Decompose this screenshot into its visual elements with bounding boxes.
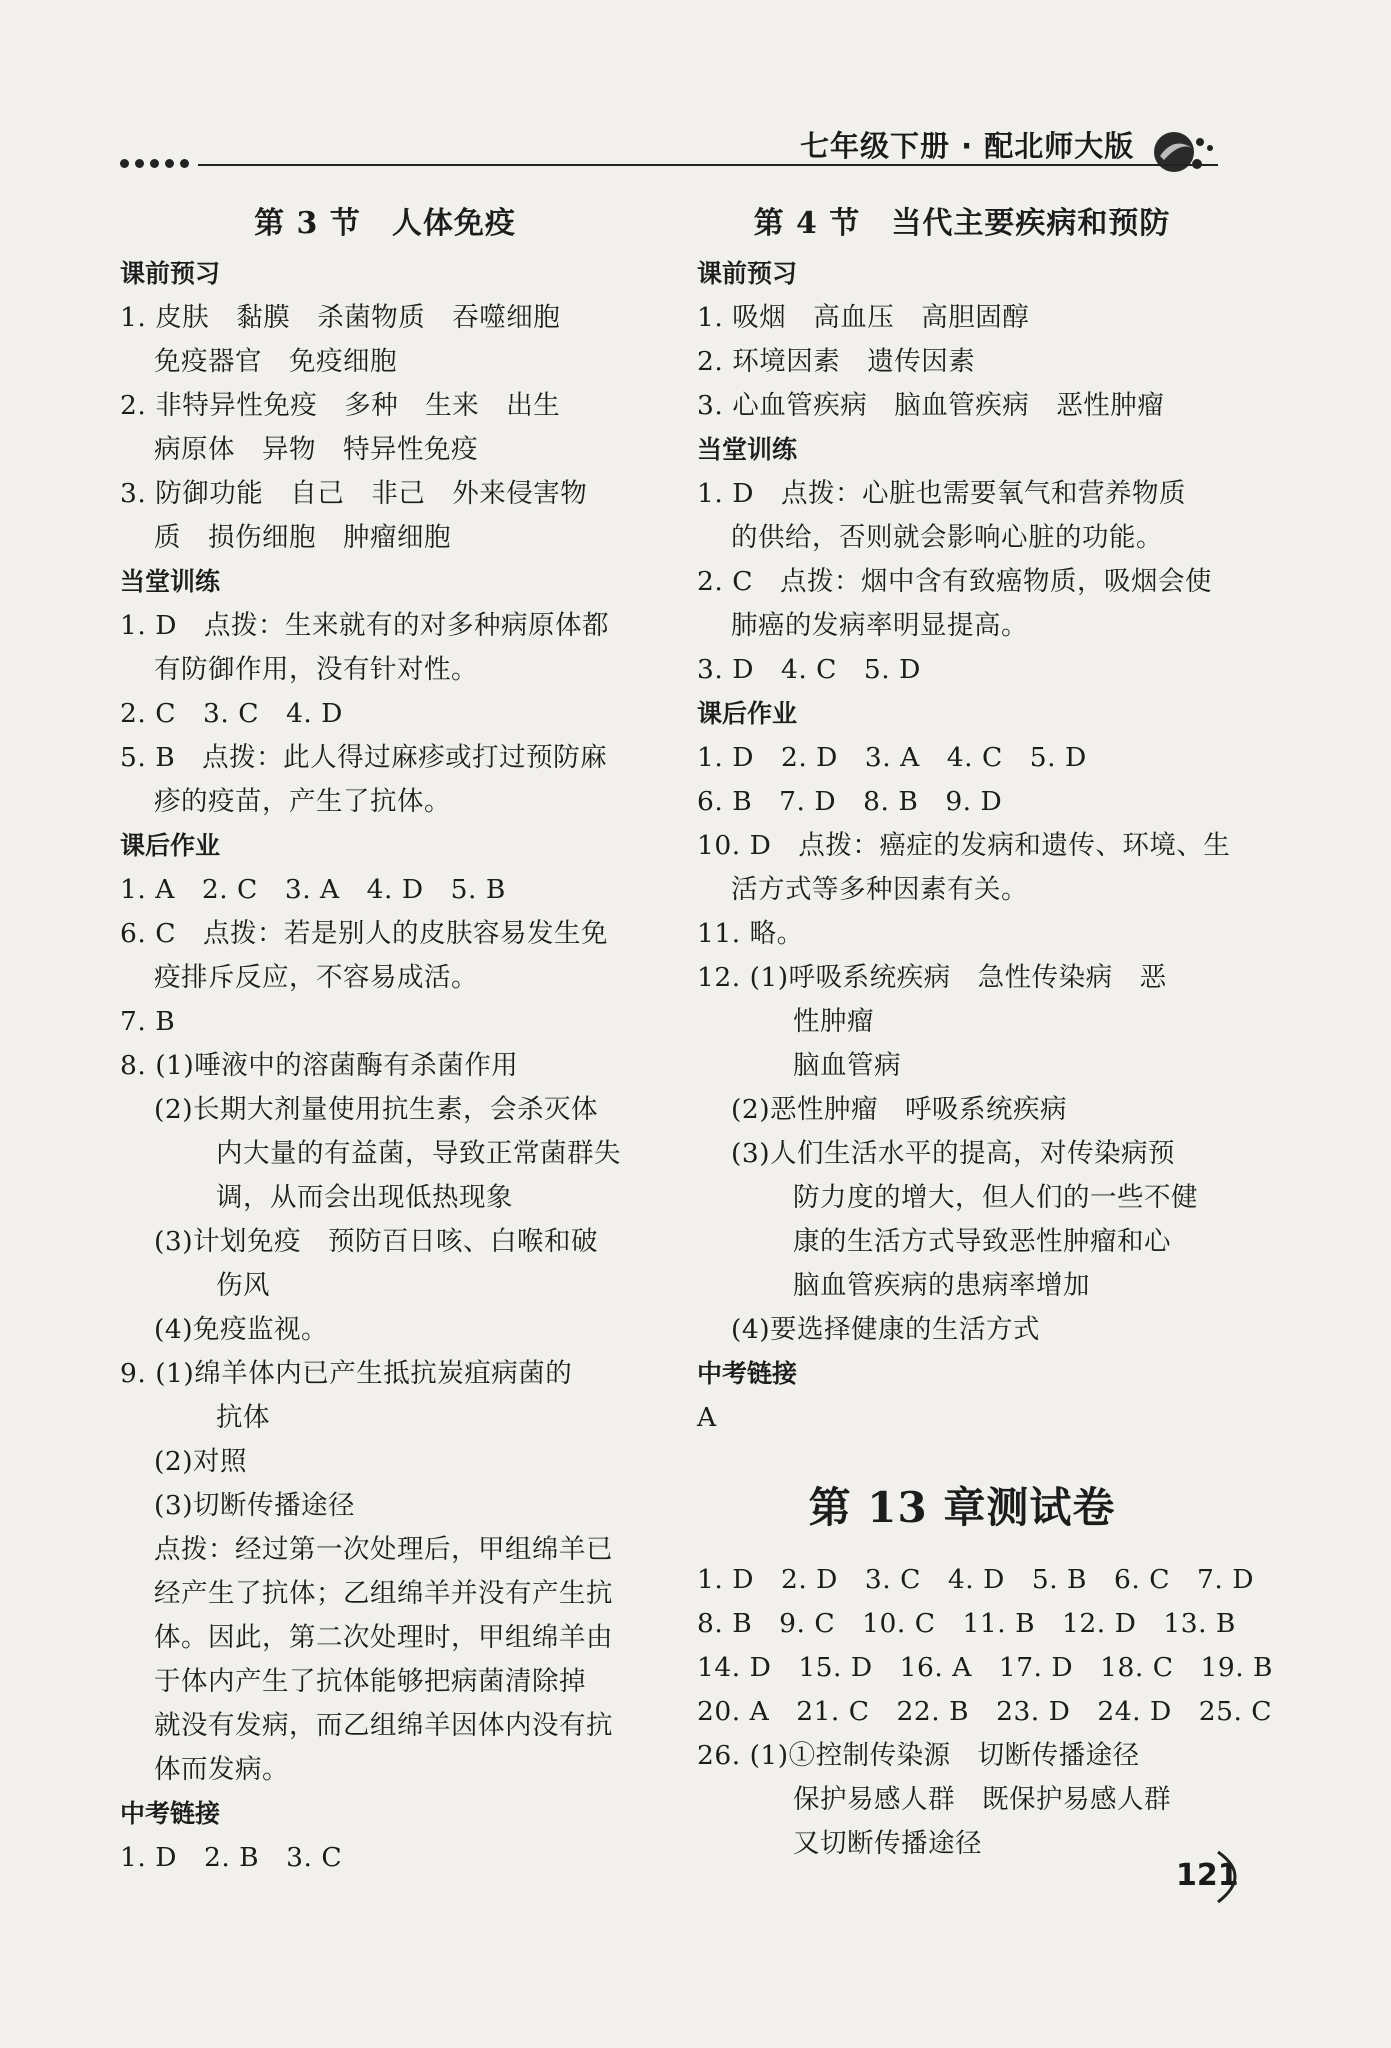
book-edition-header: 七年级下册 · 配北师大版 [800,129,1135,163]
answer-line: 体。因此，第二次处理时，甲组绵羊由 [154,1622,613,1653]
answer-line: 26. (1)①控制传染源 切断传播途径 [697,1740,1140,1771]
answer-line: 8. B 9. C 10. C 11. B 12. D 13. B [697,1608,1236,1639]
answer-line: 肺癌的发病率明显提高。 [731,610,1028,641]
chapter-test-answers [697,1558,1274,1866]
answer-line: 6. B 7. D 8. B 9. D [697,786,1003,817]
left-column [120,196,650,1880]
answer-line: (2)恶性肿瘤 呼吸系统疾病 [731,1094,1068,1125]
subsection-heading: 课后作业 [120,831,221,860]
subsection-heading: 课前预习 [120,259,221,288]
answer-line: 伤风 [216,1270,270,1301]
subsection-heading: 当堂训练 [697,435,798,464]
answer-line: 7. B [120,1006,176,1037]
answer-line: 病原体 异物 特异性免疫 [154,434,478,465]
section-title: 第 4 节 当代主要疾病和预防 [753,206,1171,241]
header-divider [120,163,1220,169]
answer-line: 12. (1)呼吸系统疾病 急性传染病 恶 [697,962,1167,993]
subsection-heading: 中考链接 [697,1359,798,1388]
answer-line: 2. 非特异性免疫 多种 生来 出生 [120,390,561,421]
page-number-arc-icon [1212,1846,1256,1906]
answer-line: 于体内产生了抗体能够把病菌清除掉 [154,1666,586,1697]
answer-line: 康的生活方式导致恶性肿瘤和心 [793,1226,1171,1257]
answer-line: (2)对照 [154,1446,248,1477]
answer-line: 3. D 4. C 5. D [697,654,921,685]
answer-line: (4)要选择健康的生活方式 [731,1314,1041,1345]
answer-line: 5. B 点拨：此人得过麻疹或打过预防麻 [120,742,608,773]
answer-line: 性肿瘤 [793,1006,874,1037]
answer-line: 又切断传播途径 [793,1828,982,1859]
left-column-body [120,252,650,1880]
answer-line: 调，从而会出现低热现象 [216,1182,513,1213]
answer-line: 1. 吸烟 高血压 高胆固醇 [697,302,1030,333]
answer-line: 脑血管疾病的患病率增加 [793,1270,1090,1301]
answer-line: 3. 心血管疾病 脑血管疾病 恶性肿瘤 [697,390,1165,421]
answer-line: (4)免疫监视。 [154,1314,329,1345]
answer-line: 体而发病。 [154,1754,289,1785]
answer-line: 2. 环境因素 遗传因素 [697,346,976,377]
chapter-test-title: 第 13 章测试卷 [808,1483,1116,1532]
answer-line: 活方式等多种因素有关。 [731,874,1028,905]
orb-logo-icon [1150,120,1220,180]
answer-line: 免疫器官 免疫细胞 [154,346,397,377]
answer-line: A [697,1402,717,1433]
answer-line: 20. A 21. C 22. B 23. D 24. D 25. C [697,1696,1273,1727]
right-column-body [697,252,1231,1440]
answer-line: 1. D 2. D 3. A 4. C 5. D [697,742,1087,773]
answer-line: (2)长期大剂量使用抗生素，会杀灭体 [154,1094,599,1125]
answer-line: 1. D 2. D 3. C 4. D 5. B 6. C 7. D [697,1564,1254,1595]
answer-line: 14. D 15. D 16. A 17. D 18. C 19. B [697,1652,1274,1683]
answer-line: 11. 略。 [697,918,804,949]
answer-line: 疹的疫苗，产生了抗体。 [154,786,451,817]
subsection-heading: 当堂训练 [120,567,221,596]
answer-line: 抗体 [216,1402,270,1433]
answer-line: 1. A 2. C 3. A 4. D 5. B [120,874,506,905]
answer-line: (3)人们生活水平的提高，对传染病预 [731,1138,1176,1169]
answer-line: 6. C 点拨：若是别人的皮肤容易发生免 [120,918,608,949]
answer-line: 10. D 点拨：癌症的发病和遗传、环境、生 [697,830,1231,861]
answer-line: 脑血管病 [793,1050,901,1081]
answer-line: (3)计划免疫 预防百日咳、白喉和破 [154,1226,599,1257]
subsection-heading: 课前预习 [697,259,798,288]
answer-line: 9. (1)绵羊体内已产生抵抗炭疽病菌的 [120,1358,573,1389]
answer-line: 1. D 点拨：心脏也需要氧气和营养物质 [697,478,1186,509]
answer-line: (3)切断传播途径 [154,1490,356,1521]
section-title: 第 3 节 人体免疫 [254,206,516,241]
answer-line: 2. C 点拨：烟中含有致癌物质，吸烟会使 [697,566,1212,597]
answer-line: 有防御作用，没有针对性。 [154,654,478,685]
answer-line: 1. 皮肤 黏膜 杀菌物质 吞噬细胞 [120,302,561,333]
answer-line: 1. D 点拨：生来就有的对多种病原体都 [120,610,609,641]
answer-line: 1. D 2. B 3. C [120,1842,343,1873]
answer-line: 点拨：经过第一次处理后，甲组绵羊已 [154,1534,613,1565]
right-column [697,196,1274,1866]
answer-line: 质 损伤细胞 肿瘤细胞 [154,522,451,553]
subsection-heading: 课后作业 [697,699,798,728]
answer-line: 8. (1)唾液中的溶菌酶有杀菌作用 [120,1050,519,1081]
answer-line: 保护易感人群 既保护易感人群 [793,1784,1171,1815]
answer-line: 疫排斥反应，不容易成活。 [154,962,478,993]
answer-line: 防力度的增大，但人们的一些不健 [793,1182,1198,1213]
answer-line: 就没有发病，而乙组绵羊因体内没有抗 [154,1710,613,1741]
answer-line: 2. C 3. C 4. D [120,698,343,729]
answer-line: 3. 防御功能 自己 非己 外来侵害物 [120,478,588,509]
answer-line: 内大量的有益菌，导致正常菌群失 [216,1138,621,1169]
answer-line: 经产生了抗体；乙组绵羊并没有产生抗 [154,1578,613,1609]
answer-line: 的供给，否则就会影响心脏的功能。 [731,522,1163,553]
subsection-heading: 中考链接 [120,1799,221,1828]
page-number: 121 [1176,1858,1239,1893]
